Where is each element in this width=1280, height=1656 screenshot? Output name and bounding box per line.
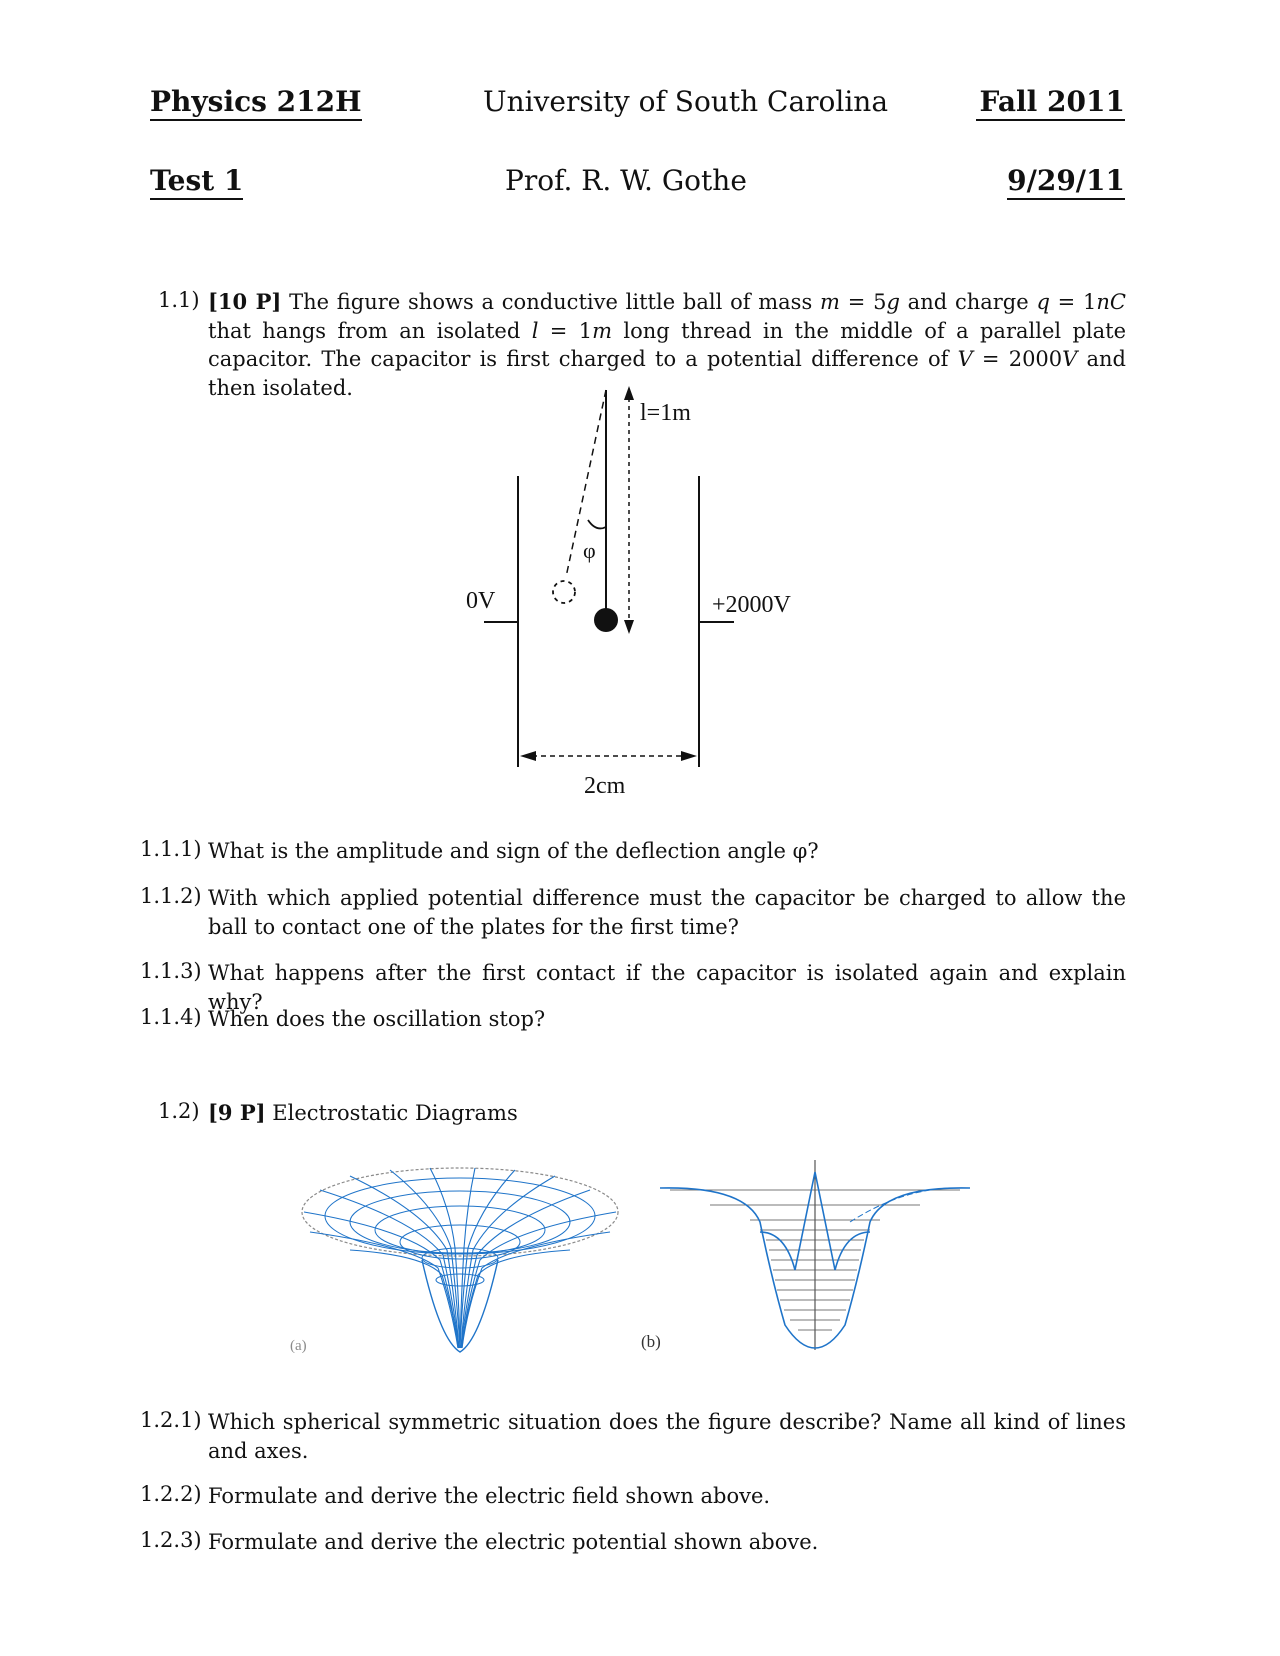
charged-ball <box>594 608 618 632</box>
diagram-a-label: (a) <box>290 1338 307 1354</box>
problem-points: [9 P] <box>208 1100 266 1125</box>
subquestion-number: 1.1.2) <box>140 884 202 908</box>
subquestion-text: Which spherical symmetric situation does the figure describe? Name all kind of lines and axes. <box>208 1410 1126 1463</box>
distance-label: 2cm <box>584 773 626 799</box>
subquestion-number: 1.1.1) <box>140 837 202 861</box>
problem-number: 1.2) <box>158 1099 200 1123</box>
subquestion-text: What happens after the first contact if the capacitor is isolated again and explain why? <box>208 961 1126 1014</box>
potential-surface-diagram-a <box>290 1150 630 1360</box>
subquestion-text: What is the amplitude and sign of the deflection angle φ? <box>208 839 819 863</box>
problem-number: 1.1) <box>158 288 200 312</box>
right-plate-label: +2000V <box>712 592 791 618</box>
subquestion-text: Formulate and derive the electric field shown above. <box>208 1484 771 1508</box>
angle-label: φ <box>583 538 596 563</box>
subquestion-number: 1.1.4) <box>140 1005 202 1029</box>
course-title: Physics 212H <box>150 88 362 121</box>
potential-profile-diagram-b <box>641 1150 980 1360</box>
term: Fall 2011 <box>976 88 1125 121</box>
subquestion-text: Formulate and derive the electric potential shown above. <box>208 1530 819 1554</box>
diagram-b-label: (b) <box>641 1332 661 1351</box>
subquestion-number: 1.2.3) <box>140 1528 202 1552</box>
problem-text: [9 P] Electrostatic Diagrams <box>208 1100 518 1125</box>
distance-arrow-right <box>681 751 697 761</box>
problem-points: [10 P] <box>208 289 282 314</box>
subquestion-text: With which applied potential difference must the capacitor be charged to allow the ball to contact one of the plates for the first time? <box>208 886 1126 939</box>
capacitor-pendulum-figure <box>440 390 820 810</box>
left-plate-label: 0V <box>466 588 496 614</box>
subquestion-number: 1.2.1) <box>140 1408 202 1432</box>
distance-arrow-left <box>520 751 536 761</box>
length-arrow-bottom <box>624 620 634 634</box>
university-name: University of South Carolina <box>483 85 889 118</box>
subquestion-number: 1.2.2) <box>140 1482 202 1506</box>
subquestion-text: When does the oscillation stop? <box>208 1007 546 1031</box>
professor-name: Prof. R. W. Gothe <box>505 164 747 197</box>
angle-arc <box>588 520 606 528</box>
test-date: 9/29/11 <box>1007 167 1125 200</box>
test-title: Test 1 <box>150 167 243 200</box>
ball-deflected-position <box>553 581 575 603</box>
subquestion-number: 1.1.3) <box>140 959 202 983</box>
length-label: l=1m <box>640 400 691 426</box>
problem-text: [10 P] The figure shows a conductive little ball of mass m = 5g and charge q = 1nC that hangs from an isolated l = 1m long thread in the middle of a parallel plate capacitor. The capacitor is first charged to a potential difference of V = 2000V and then isolated. <box>208 289 1127 400</box>
